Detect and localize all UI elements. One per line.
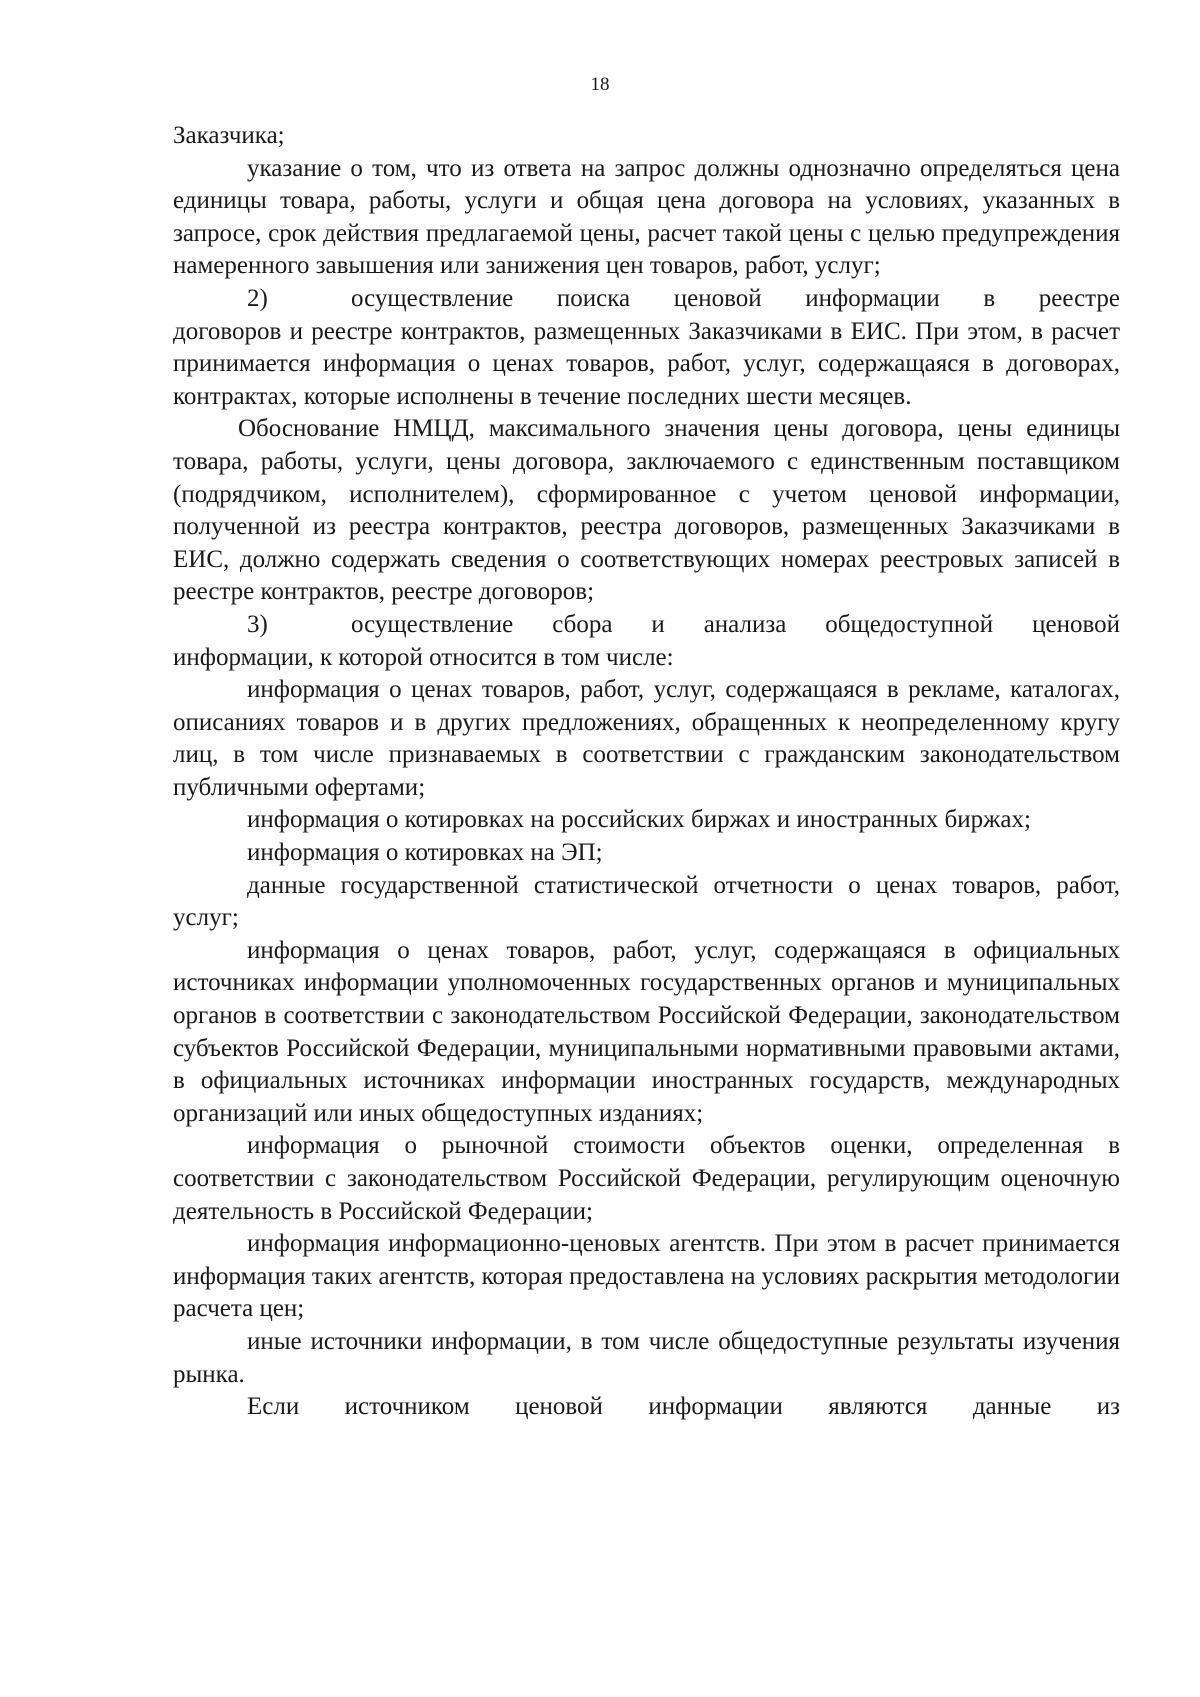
paragraph-price-agencies: информация информационно-ценовых агентств. При этом в расчет принимается информация таких агентств, которая предоставлена на условиях раскрытия методологии расчета цен; [173,1230,1120,1323]
paragraph-if-source: Если источником ценовой информации являются данные из [247,1393,1120,1421]
list-item-2-text: осуществление поиска ценовой информации в реестре [351,284,1120,312]
list-item-2-first-line [173,283,1120,316]
paragraph-market-value: информация о рыночной стоимости объектов оценки, определенная в соответствии с законодательством Российской Федерации, регулирующим оценочную деятельность в Российской Федерации; [173,1132,1120,1225]
paragraph-official-sources: информация о ценах товаров, работ, услуг, содержащаяся в официальных источниках информации уполномоченных государственных органов и муниципальных органов в соответствии с законодательством Российской Федерации, законодательством субъектов Российской Федерации, муниципальными нормативными правовыми актами, в официальных источниках информации иностранных государств, международных организаций или иных общедоступных изданиях; [173,936,1120,1127]
list-item-3-continuation: информации, к которой относится в том числе: [173,643,674,671]
paragraph-ep-quotes: информация о котировках на ЭП; [247,839,603,867]
paragraph-request-indication: указание о том, что из ответа на запрос должны однозначно определяться цена единицы товара, работы, услуги и общая цена договора на условиях, указанных в запросе, срок действия предлагаемой цены, расчет такой цены с целью предупреждения намеренного завышения или занижения цен товаров, работ, услуг; [173,154,1120,280]
paragraph-statistics: данные государственной статистической отчетности о ценах товаров, работ, услуг; [173,871,1120,932]
paragraph-nmcd-justification: Обоснование НМЦД, максимального значения цены договора, цены единицы товара, работы, услуги, цены договора, заключаемого с единственным поставщиком (подрядчиком, исполнителем), сформированное с учетом ценовой информации, полученной из реестра контрактов, реестра договоров, размещенных Заказчиками в ЕИС, должно содержать сведения о соответствующих номерах реестровых записей в реестре контрактов, реестре договоров; [173,415,1120,606]
paragraph-exchange-quotes: информация о котировках на российских биржах и иностранных биржах; [247,806,1031,834]
list-item-2-number: 2) [247,284,268,312]
page-number: 18 [590,74,610,95]
document-body [173,120,1120,1424]
paragraph-customer: Заказчика; [173,122,285,149]
paragraph-advertising-info: информация о ценах товаров, работ, услуг, содержащаяся в рекламе, каталогах, описаниях товаров и в других предложениях, обращенных к неопределенному кругу лиц, в том числе признаваемых в соответствии с гражданским законодательством публичными офертами; [173,676,1120,801]
list-item-2-continuation: договоров и реестре контрактов, размещенных Заказчиками в ЕИС. При этом, в расчет принимается информация о ценах товаров, работ, услуг, содержащаяся в договорах, контрактах, которые исполнены в течение последних шести месяцев. [173,317,1120,410]
list-item-3-first-line [173,609,1120,642]
paragraph-other-sources: иные источники информации, в том числе общедоступные результаты изучения рынка. [173,1327,1120,1388]
list-item-3-number: 3) [247,610,268,638]
list-item-3-text: осуществление сбора и анализа общедоступной ценовой [351,610,1120,638]
